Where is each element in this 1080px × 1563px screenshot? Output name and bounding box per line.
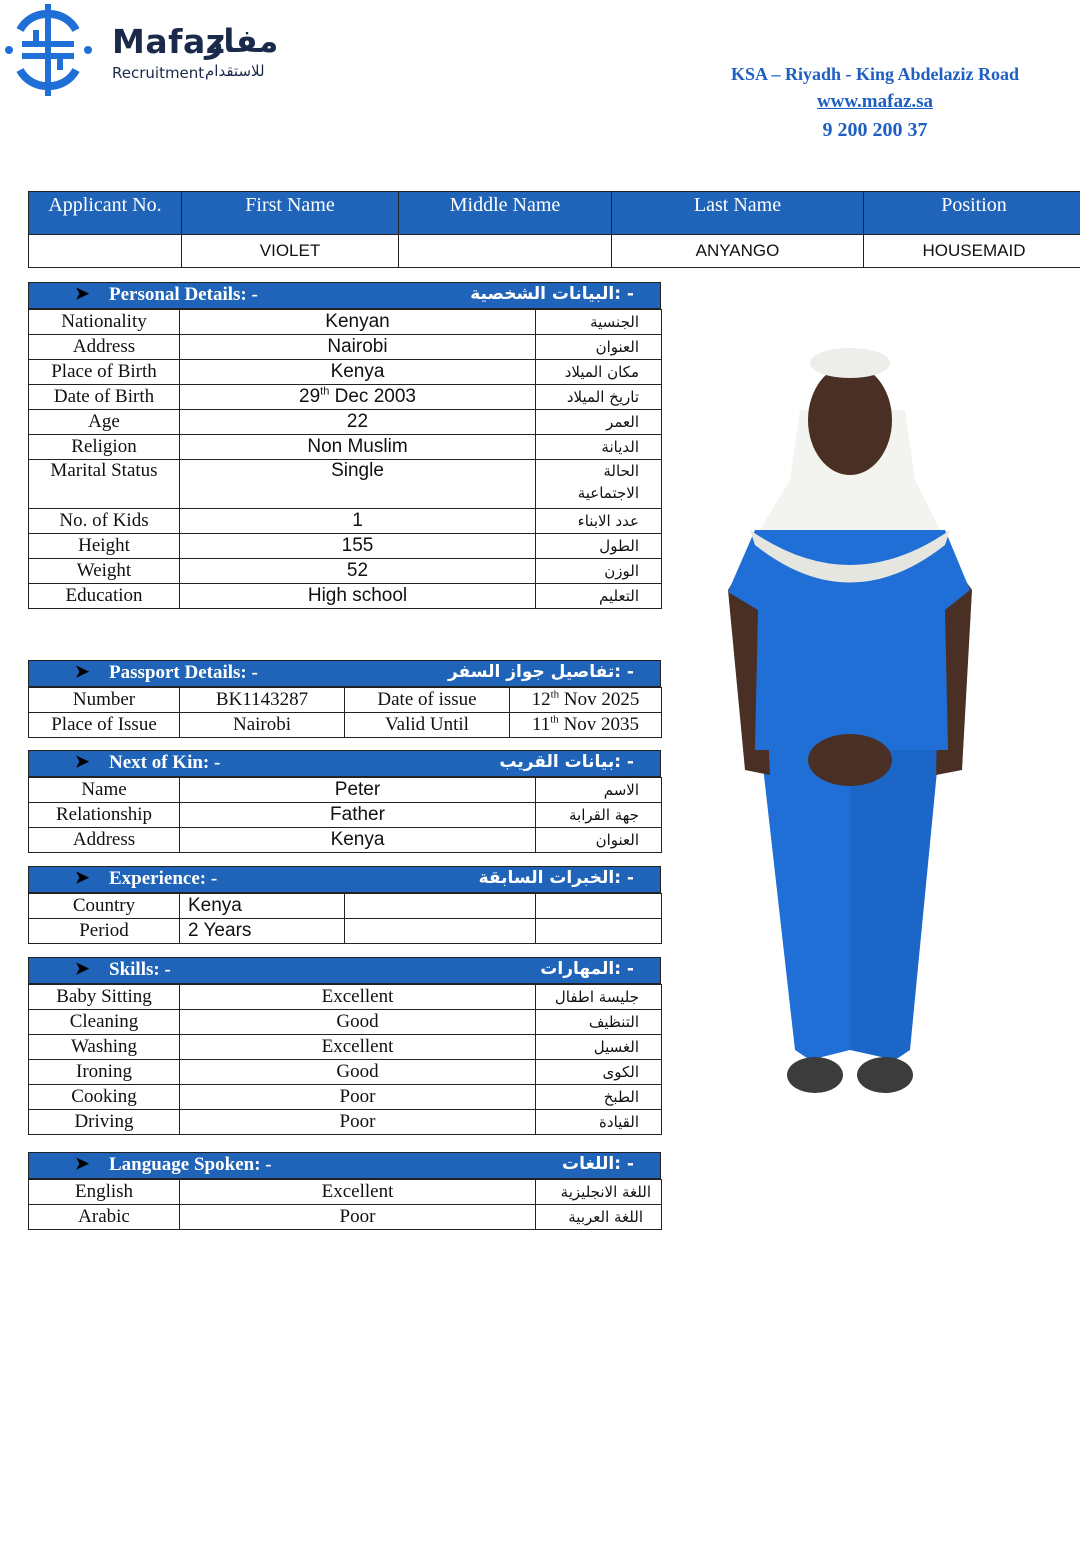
row-label: Cleaning (29, 1010, 180, 1035)
row-label: Address (29, 335, 180, 360)
empty-cell (345, 919, 536, 944)
row-label-ar: الكوى (536, 1060, 662, 1085)
row-label: Marital Status (29, 460, 180, 509)
company-website-link[interactable]: www.mafaz.sa (816, 91, 934, 112)
passport-details-section (28, 660, 661, 738)
row-label: Relationship (29, 803, 180, 828)
row-value: Kenya (180, 894, 345, 919)
section-title-en: Passport Details: - (109, 662, 258, 683)
row-label: Driving (29, 1110, 180, 1135)
row-value: Excellent (180, 985, 536, 1010)
row-label: Nationality (29, 310, 180, 335)
table-row (29, 460, 662, 509)
table-row (29, 1180, 662, 1205)
row-label-ar: التنظيف (536, 1010, 662, 1035)
middle-name-value (399, 235, 612, 268)
row-label: Country (29, 894, 180, 919)
row-label-ar: اللغة الانجليزية (536, 1180, 662, 1205)
table-row (29, 778, 662, 803)
table-row (29, 385, 662, 410)
row-label: Place of Birth (29, 360, 180, 385)
row-value: Single (180, 460, 536, 509)
table-row (29, 894, 662, 919)
row-label-ar: جليسة اطفال (536, 985, 662, 1010)
row-value: Excellent (180, 1035, 536, 1060)
row-label: Cooking (29, 1085, 180, 1110)
passport-details-table (28, 687, 662, 738)
position-value: HOUSEMAID (864, 235, 1080, 268)
row-label-ar: العمر (536, 410, 662, 435)
section-header (28, 957, 661, 984)
date-of-birth-value: 29th Dec 2003 (180, 385, 536, 410)
row-label: No. of Kids (29, 509, 180, 534)
experience-section (28, 866, 661, 944)
row-value: 155 (180, 534, 536, 559)
row-value: Good (180, 1060, 536, 1085)
company-logo (0, 0, 310, 100)
arrow-bullet-icon: ➤ (75, 959, 90, 978)
row-label: Baby Sitting (29, 985, 180, 1010)
row-value: Peter (180, 778, 536, 803)
brand-name-en: Mafaz (112, 22, 226, 61)
table-row (29, 360, 662, 385)
row-label: Date of Birth (29, 385, 180, 410)
table-row (29, 335, 662, 360)
row-value: Nairobi (180, 335, 536, 360)
company-address: KSA – Riyadh - King Abdelaziz Road (730, 64, 1020, 84)
section-title-ar: بيانات القريب: - (499, 752, 634, 772)
skills-table (28, 984, 662, 1135)
row-value: 1 (180, 509, 536, 534)
issue-date-label: Date of issue (345, 688, 510, 713)
experience-table (28, 893, 662, 944)
table-row (29, 534, 662, 559)
last-name-header: Last Name (612, 192, 864, 235)
row-label-ar: القيادة (536, 1110, 662, 1135)
row-value: Father (180, 803, 536, 828)
table-row (29, 919, 662, 944)
arrow-bullet-icon: ➤ (75, 662, 90, 681)
row-label: Weight (29, 559, 180, 584)
valid-until-label: Valid Until (345, 713, 510, 738)
section-header (28, 282, 661, 309)
section-header (28, 660, 661, 687)
table-row (29, 310, 662, 335)
row-label-ar: الجنسية (536, 310, 662, 335)
section-header (28, 1152, 661, 1179)
row-label: English (29, 1180, 180, 1205)
table-row (29, 688, 662, 713)
row-label-ar: تاريخ الميلاد (536, 385, 662, 410)
row-value: 22 (180, 410, 536, 435)
row-label: Education (29, 584, 180, 609)
applicant-table (28, 191, 1080, 268)
applicant-no-value (29, 235, 182, 268)
arrow-bullet-icon: ➤ (75, 1154, 90, 1173)
first-name-value: VIOLET (182, 235, 399, 268)
section-title-en: Experience: - (109, 868, 218, 889)
table-row (29, 828, 662, 853)
row-label-ar: التعليم (536, 584, 662, 609)
place-of-issue-value: Nairobi (180, 713, 345, 738)
brand-tagline-en: Recruitment (112, 64, 205, 82)
row-value: Poor (180, 1205, 536, 1230)
table-row (29, 410, 662, 435)
section-title-ar: تفاصيل جواز السفر: - (447, 662, 634, 682)
table-row (29, 1060, 662, 1085)
skills-section (28, 957, 661, 1135)
valid-until-value: 11th Nov 2035 (510, 713, 662, 738)
first-name-header: First Name (182, 192, 399, 235)
table-row (29, 1205, 662, 1230)
row-value: 52 (180, 559, 536, 584)
row-label: Height (29, 534, 180, 559)
arrow-bullet-icon: ➤ (75, 752, 90, 771)
row-value: 2 Years (180, 919, 345, 944)
row-label: Ironing (29, 1060, 180, 1085)
row-label: Religion (29, 435, 180, 460)
table-row (29, 435, 662, 460)
row-value: Kenyan (180, 310, 536, 335)
brand-tagline-ar: للاستقدام (205, 62, 265, 80)
row-label-ar: جهة القرابة (536, 803, 662, 828)
applicant-photo (700, 330, 1000, 1130)
row-label: Arabic (29, 1205, 180, 1230)
row-label-ar: الوزن (536, 559, 662, 584)
row-label-ar: الطبخ (536, 1085, 662, 1110)
table-row (29, 985, 662, 1010)
table-row (29, 509, 662, 534)
applicant-no-header: Applicant No. (29, 192, 182, 235)
row-label: Age (29, 410, 180, 435)
arrow-bullet-icon: ➤ (75, 284, 90, 303)
row-label-ar: الديانة (536, 435, 662, 460)
row-label: Name (29, 778, 180, 803)
position-header: Position (864, 192, 1080, 235)
next-of-kin-section (28, 750, 661, 853)
row-label-ar: الاسم (536, 778, 662, 803)
languages-table (28, 1179, 662, 1230)
table-row (29, 1085, 662, 1110)
section-header (28, 750, 661, 777)
passport-number-value: BK1143287 (180, 688, 345, 713)
section-title-ar: البيانات الشخصية: - (470, 284, 634, 304)
row-value: Kenya (180, 828, 536, 853)
empty-cell (536, 919, 662, 944)
place-of-issue-label: Place of Issue (29, 713, 180, 738)
row-label-ar: عدد الابناء (536, 509, 662, 534)
table-row (29, 1110, 662, 1135)
row-value: High school (180, 584, 536, 609)
section-title-en: Personal Details: - (109, 284, 258, 305)
row-label: Period (29, 919, 180, 944)
row-label: Address (29, 828, 180, 853)
row-label: Washing (29, 1035, 180, 1060)
row-label-ar: الحالة الاجتماعية (536, 460, 662, 509)
issue-date-value: 12th Nov 2025 (510, 688, 662, 713)
row-label-ar: الغسيل (536, 1035, 662, 1060)
row-label-ar: العنوان (536, 335, 662, 360)
table-row (29, 1035, 662, 1060)
brand-name-ar: مفاز (205, 22, 279, 60)
section-title-en: Next of Kin: - (109, 752, 221, 773)
row-label-ar: اللغة العربية (536, 1205, 662, 1230)
row-value: Excellent (180, 1180, 536, 1205)
row-value: Poor (180, 1085, 536, 1110)
languages-section (28, 1152, 661, 1230)
personal-details-section (28, 282, 661, 609)
passport-number-label: Number (29, 688, 180, 713)
table-row (29, 713, 662, 738)
row-value: Good (180, 1010, 536, 1035)
middle-name-header: Middle Name (399, 192, 612, 235)
row-label-ar: الطول (536, 534, 662, 559)
company-phone: 9 200 200 37 (822, 119, 928, 141)
section-header (28, 866, 661, 893)
table-row (29, 584, 662, 609)
row-label-ar: مكان الميلاد (536, 360, 662, 385)
section-title-en: Skills: - (109, 959, 171, 980)
arrow-bullet-icon: ➤ (75, 868, 90, 887)
row-value: Non Muslim (180, 435, 536, 460)
logo-emblem-icon (0, 0, 100, 100)
empty-cell (536, 894, 662, 919)
row-label-ar: العنوان (536, 828, 662, 853)
next-of-kin-table (28, 777, 662, 853)
section-title-ar: المهارات: - (540, 959, 634, 979)
table-row (29, 1010, 662, 1035)
table-row (29, 559, 662, 584)
last-name-value: ANYANGO (612, 235, 864, 268)
section-title-en: Language Spoken: - (109, 1154, 272, 1175)
personal-details-table (28, 309, 662, 609)
row-value: Poor (180, 1110, 536, 1135)
section-title-ar: اللغات: - (562, 1154, 634, 1174)
section-title-ar: الخبرات السابقة: - (478, 868, 634, 888)
empty-cell (345, 894, 536, 919)
table-row (29, 803, 662, 828)
row-value: Kenya (180, 360, 536, 385)
